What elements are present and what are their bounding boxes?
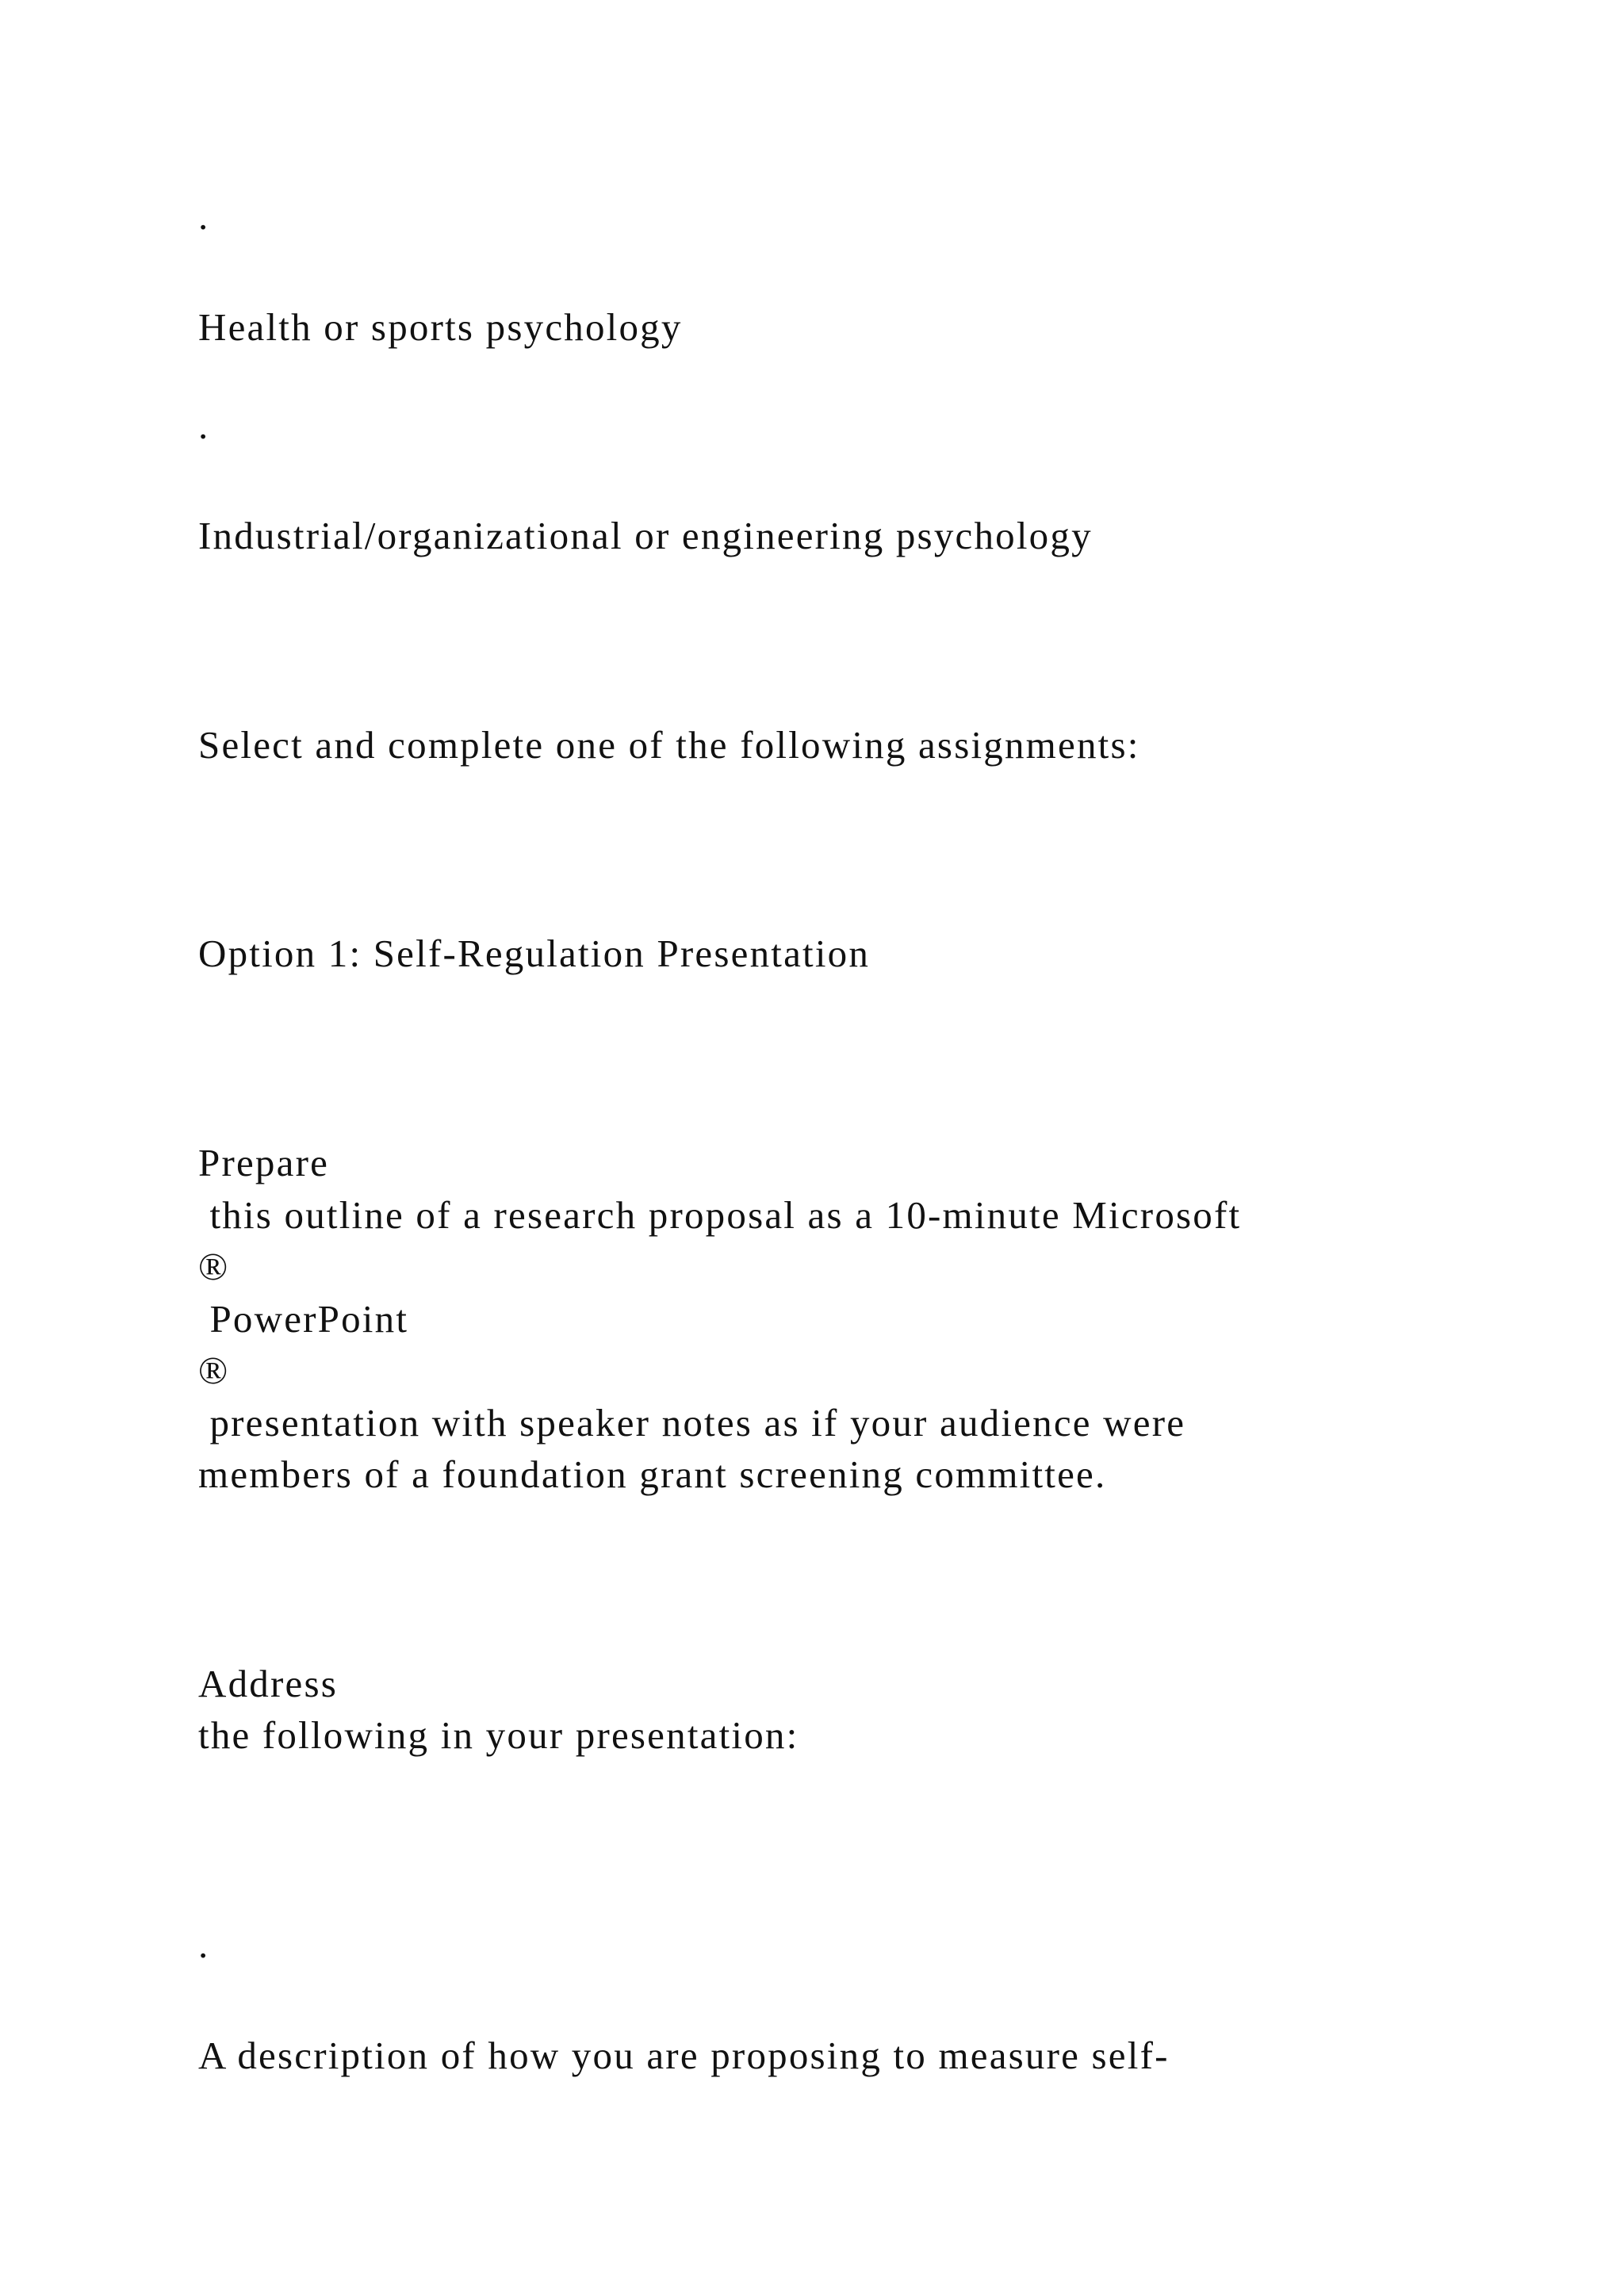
select-instruction: Select and complete one of the following assignments:	[198, 723, 1140, 767]
address-text-line: the following in your presentation:	[198, 1713, 799, 1757]
address-text-line: Address	[198, 1662, 338, 1705]
bullet-marker: .	[198, 1923, 210, 1966]
prepare-text-line: this outline of a research proposal as a 10-minute Microsoft	[198, 1193, 1242, 1237]
registered-mark: ®	[198, 1245, 230, 1288]
prepare-text-line: Prepare	[198, 1141, 330, 1184]
list-item-industrial-psychology: Industrial/organizational or engineering psychology	[198, 514, 1093, 557]
bullet-marker: .	[198, 194, 210, 238]
registered-mark: ®	[198, 1349, 230, 1392]
option-1-heading: Option 1: Self-Regulation Presentation	[198, 932, 871, 975]
list-item-health-psychology: Health or sports psychology	[198, 305, 683, 349]
bullet-marker: .	[198, 404, 210, 447]
prepare-text-line: PowerPoint	[198, 1297, 409, 1341]
description-text-line: A description of how you are proposing to measure self-	[198, 2034, 1170, 2077]
prepare-text-line: members of a foundation grant screening committee.	[198, 1452, 1107, 1496]
prepare-text-line: presentation with speaker notes as if your audience were	[198, 1401, 1186, 1445]
